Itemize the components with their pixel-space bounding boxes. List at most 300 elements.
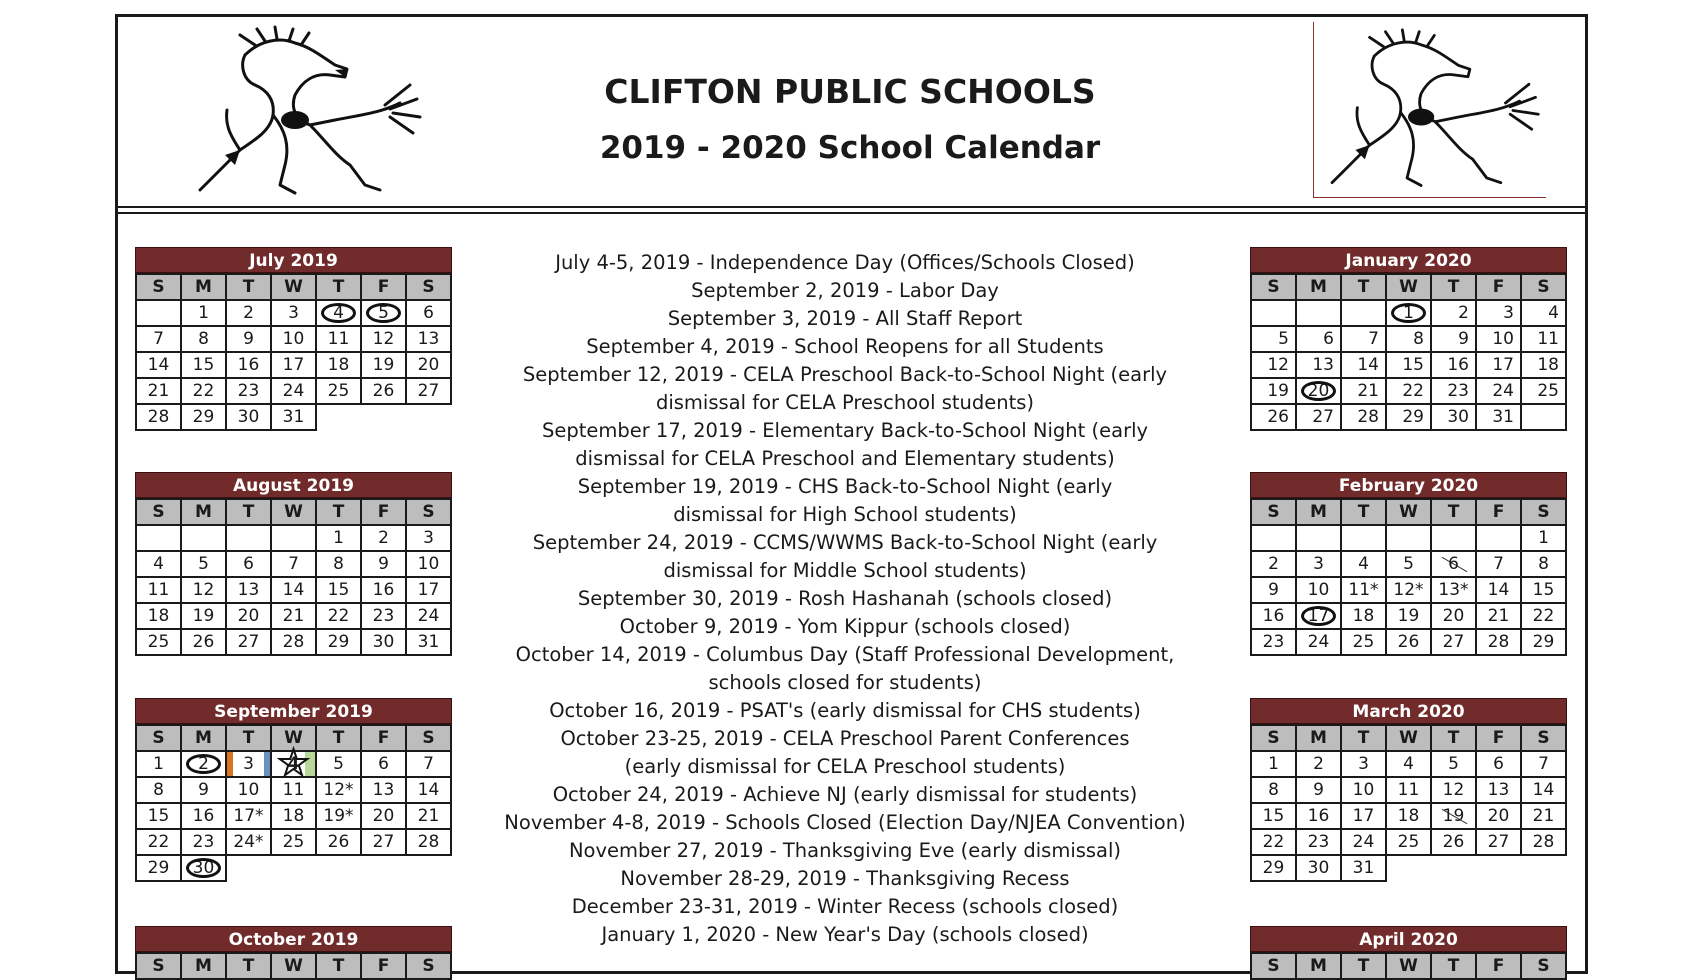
month-march-2020 — [1250, 698, 1567, 882]
event-line: October 14, 2019 - Columbus Day (Staff Professional Development, — [515, 643, 1175, 666]
day-cell: 8 — [1522, 552, 1567, 578]
day-cell: 12 — [1432, 778, 1477, 804]
day-cell: 9 — [182, 778, 227, 804]
day-cell: 28 — [272, 630, 317, 656]
day-cell: 30 — [1297, 856, 1342, 882]
events-list — [495, 249, 1195, 949]
month-february-2020 — [1250, 472, 1567, 656]
day-cell: 15 — [137, 804, 182, 830]
weekday-header: T — [1432, 275, 1477, 301]
day-cell: 28 — [407, 830, 452, 856]
day-cell: 23 — [362, 604, 407, 630]
day-cell — [137, 301, 182, 327]
event-line: October 9, 2019 - Yom Kippur (schools closed) — [619, 615, 1071, 638]
day-cell: 6 — [1477, 752, 1522, 778]
day-cell: 16 — [1252, 604, 1297, 630]
weekday-header: W — [1387, 954, 1432, 980]
event-line: January 1, 2020 - New Year's Day (schools closed) — [601, 923, 1089, 946]
day-cell: 31 — [1477, 405, 1522, 431]
day-cell: 16 — [362, 578, 407, 604]
event-line: (early dismissal for CELA Preschool students) — [624, 755, 1066, 778]
day-cell: 3 — [1477, 301, 1522, 327]
mustang-logo-right — [1318, 25, 1543, 195]
day-cell: 8 — [137, 778, 182, 804]
day-cell: 12 — [182, 578, 227, 604]
event-line: September 4, 2019 - School Reopens for all Students — [586, 335, 1104, 358]
day-cell: 8 — [1252, 778, 1297, 804]
day-cell: 22 — [1387, 379, 1432, 405]
day-cell: 27 — [1477, 830, 1522, 856]
day-cell: 21 — [272, 604, 317, 630]
day-cell: 25 — [317, 379, 362, 405]
weekday-header: T — [1432, 726, 1477, 752]
weekday-header: T — [227, 954, 272, 980]
weekday-header: W — [272, 275, 317, 301]
day-cell: 6 — [407, 301, 452, 327]
day-cell: 30 — [227, 405, 272, 431]
month-grid — [135, 952, 452, 980]
day-cell: 16 — [227, 353, 272, 379]
weekday-header: M — [182, 275, 227, 301]
event-line: October 24, 2019 - Achieve NJ (early dismissal for students) — [552, 783, 1138, 806]
day-cell: 31 — [407, 630, 452, 656]
day-cell: 7 — [1477, 552, 1522, 578]
day-cell: 24 — [407, 604, 452, 630]
event-line: November 28-29, 2019 - Thanksgiving Recess — [620, 867, 1070, 890]
weekday-header: S — [1252, 954, 1297, 980]
day-cell: 19 — [1387, 604, 1432, 630]
day-cell: 14 — [407, 778, 452, 804]
day-cell: 15 — [1252, 804, 1297, 830]
day-cell: 12 — [1252, 353, 1297, 379]
day-cell: 19 — [362, 353, 407, 379]
weekday-header: M — [1297, 500, 1342, 526]
weekday-header: T — [227, 726, 272, 752]
day-cell: 9 — [1297, 778, 1342, 804]
weekday-header: F — [1477, 275, 1522, 301]
day-cell: 20 — [227, 604, 272, 630]
weekday-header: S — [1522, 954, 1567, 980]
day-cell — [1342, 526, 1387, 552]
event-line: September 24, 2019 - CCMS/WWMS Back-to-School Night (early — [532, 531, 1158, 554]
day-cell: 27 — [362, 830, 407, 856]
weekday-header: T — [1432, 954, 1477, 980]
event-line: September 30, 2019 - Rosh Hashanah (schools closed) — [577, 587, 1113, 610]
day-cell: 28 — [137, 405, 182, 431]
day-cell: 24 — [272, 379, 317, 405]
month-september-2019 — [135, 698, 452, 882]
event-line: September 3, 2019 - All Staff Report — [667, 307, 1023, 330]
day-cell: 6 — [227, 552, 272, 578]
month-title: July 2019 — [135, 247, 452, 273]
day-cell: 11 — [317, 327, 362, 353]
day-cell: 6 — [1297, 327, 1342, 353]
day-cell-circled: 1 — [1387, 301, 1432, 327]
weekday-header: F — [1477, 726, 1522, 752]
day-cell: 28 — [1342, 405, 1387, 431]
day-cell: 10 — [272, 327, 317, 353]
day-cell: 15 — [1387, 353, 1432, 379]
day-cell — [272, 526, 317, 552]
month-grid — [1250, 498, 1567, 656]
day-cell: 6 — [362, 752, 407, 778]
day-cell: 5 — [317, 752, 362, 778]
day-cell: 27 — [1432, 630, 1477, 656]
day-cell: 7 — [407, 752, 452, 778]
month-grid — [135, 498, 452, 656]
event-line: November 4-8, 2019 - Schools Closed (Election Day/NJEA Convention) — [504, 811, 1186, 834]
day-cell: 24 — [1342, 830, 1387, 856]
weekday-header: M — [182, 500, 227, 526]
day-cell: 23 — [1252, 630, 1297, 656]
weekday-header: F — [1477, 500, 1522, 526]
weekday-header: S — [1522, 500, 1567, 526]
day-cell: 25 — [1522, 379, 1567, 405]
weekday-header: F — [362, 275, 407, 301]
day-cell: 11 — [1522, 327, 1567, 353]
weekday-header: M — [182, 954, 227, 980]
day-cell: 8 — [317, 552, 362, 578]
day-cell-circled: 5 — [362, 301, 407, 327]
weekday-header: T — [317, 954, 362, 980]
day-cell: 23 — [182, 830, 227, 856]
day-cell: 27 — [1297, 405, 1342, 431]
day-cell-struck: 19 — [1432, 804, 1477, 830]
day-cell: 16 — [1297, 804, 1342, 830]
event-line: schools closed for students) — [708, 671, 982, 694]
event-line: dismissal for High School students) — [673, 503, 1017, 526]
weekday-header: M — [1297, 726, 1342, 752]
weekday-header: T — [1342, 275, 1387, 301]
day-cell: 4 — [1387, 752, 1432, 778]
day-cell: 13* — [1432, 578, 1477, 604]
day-cell: 21 — [1522, 804, 1567, 830]
day-cell — [227, 526, 272, 552]
event-line: October 23-25, 2019 - CELA Preschool Parent Conferences — [560, 727, 1130, 750]
weekday-header: T — [317, 726, 362, 752]
weekday-header: T — [317, 500, 362, 526]
day-cell — [1252, 301, 1297, 327]
mustang-logo-left — [185, 25, 425, 200]
day-cell: 23 — [227, 379, 272, 405]
day-cell: 13 — [227, 578, 272, 604]
district-title: CLIFTON PUBLIC SCHOOLS — [604, 72, 1096, 111]
day-cell: 17 — [272, 353, 317, 379]
day-cell: 5 — [182, 552, 227, 578]
day-cell: 23 — [1297, 830, 1342, 856]
day-cell: 1 — [182, 301, 227, 327]
day-cell: 25 — [137, 630, 182, 656]
day-cell: 27 — [227, 630, 272, 656]
day-cell: 31 — [1342, 856, 1387, 882]
day-cell: 20 — [1477, 804, 1522, 830]
weekday-header: F — [362, 500, 407, 526]
weekday-header: W — [272, 500, 317, 526]
day-cell: 18 — [1342, 604, 1387, 630]
day-cell: 11 — [272, 778, 317, 804]
day-cell: 26 — [317, 830, 362, 856]
month-grid — [1250, 273, 1567, 431]
event-line: September 17, 2019 - Elementary Back-to-School Night (early — [541, 419, 1149, 442]
day-cell — [182, 526, 227, 552]
day-cell-staff-report: 3 — [227, 752, 272, 778]
event-line: July 4-5, 2019 - Independence Day (Offices/Schools Closed) — [555, 251, 1135, 274]
weekday-header: T — [227, 500, 272, 526]
weekday-header: S — [1522, 726, 1567, 752]
month-grid — [135, 273, 452, 431]
day-cell: 1 — [137, 752, 182, 778]
header-divider — [115, 206, 1588, 208]
day-cell: 26 — [1387, 630, 1432, 656]
day-cell: 7 — [137, 327, 182, 353]
day-cell: 15 — [182, 353, 227, 379]
day-cell — [1342, 301, 1387, 327]
day-cell: 17* — [227, 804, 272, 830]
day-cell: 14 — [1522, 778, 1567, 804]
day-cell: 13 — [1297, 353, 1342, 379]
day-cell: 27 — [407, 379, 452, 405]
month-grid — [135, 724, 452, 882]
day-cell: 18 — [1387, 804, 1432, 830]
month-title: February 2020 — [1250, 472, 1567, 498]
day-cell: 2 — [1297, 752, 1342, 778]
day-cell: 1 — [1522, 526, 1567, 552]
weekday-header: W — [1387, 726, 1432, 752]
day-cell: 13 — [407, 327, 452, 353]
day-cell: 17 — [1342, 804, 1387, 830]
day-cell: 29 — [1522, 630, 1567, 656]
day-cell: 18 — [272, 804, 317, 830]
day-cell: 16 — [182, 804, 227, 830]
day-cell: 9 — [362, 552, 407, 578]
day-cell: 3 — [272, 301, 317, 327]
weekday-header: T — [317, 275, 362, 301]
day-cell: 21 — [1342, 379, 1387, 405]
weekday-header: T — [1342, 500, 1387, 526]
day-cell — [1297, 301, 1342, 327]
event-line: December 23-31, 2019 - Winter Recess (schools closed) — [571, 895, 1119, 918]
day-cell-circled: 20 — [1297, 379, 1342, 405]
day-cell: 26 — [362, 379, 407, 405]
event-line: dismissal for CELA Preschool and Elementary students) — [575, 447, 1115, 470]
day-cell: 5 — [1432, 752, 1477, 778]
month-january-2020 — [1250, 247, 1567, 431]
day-cell: 13 — [362, 778, 407, 804]
day-cell: 9 — [1432, 327, 1477, 353]
day-cell: 10 — [1342, 778, 1387, 804]
day-cell-circled: 30 — [182, 856, 227, 882]
day-cell: 4 — [137, 552, 182, 578]
day-cell: 29 — [182, 405, 227, 431]
day-cell: 25 — [272, 830, 317, 856]
day-cell: 8 — [182, 327, 227, 353]
event-line: dismissal for CELA Preschool students) — [655, 391, 1035, 414]
day-cell: 10 — [407, 552, 452, 578]
day-cell: 4 — [1342, 552, 1387, 578]
day-cell — [1252, 526, 1297, 552]
day-cell: 15 — [317, 578, 362, 604]
day-cell: 25 — [1342, 630, 1387, 656]
day-cell: 14 — [272, 578, 317, 604]
day-cell: 29 — [137, 856, 182, 882]
weekday-header: W — [1387, 500, 1432, 526]
day-cell: 20 — [1432, 604, 1477, 630]
weekday-header: T — [1432, 500, 1477, 526]
event-line: dismissal for Middle School students) — [663, 559, 1027, 582]
day-cell: 30 — [1432, 405, 1477, 431]
weekday-header: M — [1297, 275, 1342, 301]
month-title: January 2020 — [1250, 247, 1567, 273]
day-cell — [1432, 526, 1477, 552]
day-cell: 2 — [1432, 301, 1477, 327]
day-cell — [1297, 526, 1342, 552]
weekday-header: S — [1252, 500, 1297, 526]
day-cell: 23 — [1432, 379, 1477, 405]
weekday-header: S — [1252, 726, 1297, 752]
day-cell: 13 — [1477, 778, 1522, 804]
day-cell: 29 — [1252, 856, 1297, 882]
day-cell: 22 — [1252, 830, 1297, 856]
day-cell: 9 — [1252, 578, 1297, 604]
day-cell: 14 — [1477, 578, 1522, 604]
day-cell: 9 — [227, 327, 272, 353]
day-cell: 24* — [227, 830, 272, 856]
day-cell: 14 — [137, 353, 182, 379]
weekday-header: M — [1297, 954, 1342, 980]
day-cell: 11 — [1387, 778, 1432, 804]
day-cell: 22 — [1522, 604, 1567, 630]
day-cell-circled: 4 — [317, 301, 362, 327]
day-cell: 14 — [1342, 353, 1387, 379]
event-line: September 2, 2019 - Labor Day — [691, 279, 999, 302]
day-cell: 19* — [317, 804, 362, 830]
day-cell: 26 — [1252, 405, 1297, 431]
day-cell: 26 — [1432, 830, 1477, 856]
day-cell: 12* — [1387, 578, 1432, 604]
month-title: October 2019 — [135, 926, 452, 952]
day-cell: 2 — [227, 301, 272, 327]
day-cell: 5 — [1387, 552, 1432, 578]
weekday-header: F — [1477, 954, 1522, 980]
day-cell: 24 — [1477, 379, 1522, 405]
weekday-header: S — [137, 275, 182, 301]
weekday-header: S — [407, 275, 452, 301]
day-cell: 1 — [317, 526, 362, 552]
day-cell: 21 — [1477, 604, 1522, 630]
event-line: September 19, 2019 - CHS Back-to-School Night (early — [577, 475, 1113, 498]
month-grid — [1250, 952, 1567, 980]
day-cell: 20 — [407, 353, 452, 379]
weekday-header: S — [1522, 275, 1567, 301]
day-cell: 4 — [1522, 301, 1567, 327]
weekday-header: S — [137, 726, 182, 752]
event-line: October 16, 2019 - PSAT's (early dismissal for CHS students) — [549, 699, 1141, 722]
day-cell: 18 — [1522, 353, 1567, 379]
event-line: November 27, 2019 - Thanksgiving Eve (early dismissal) — [568, 839, 1122, 862]
day-cell: 2 — [362, 526, 407, 552]
day-cell-struck: 6 — [1432, 552, 1477, 578]
day-cell: 22 — [137, 830, 182, 856]
day-cell: 3 — [407, 526, 452, 552]
month-title: April 2020 — [1250, 926, 1567, 952]
day-cell: 7 — [1522, 752, 1567, 778]
day-cell: 15 — [1522, 578, 1567, 604]
day-cell — [1477, 526, 1522, 552]
day-cell: 30 — [362, 630, 407, 656]
day-cell-circled: 17 — [1297, 604, 1342, 630]
month-july-2019 — [135, 247, 452, 431]
day-cell: 28 — [1477, 630, 1522, 656]
weekday-header: T — [227, 275, 272, 301]
day-cell: 26 — [182, 630, 227, 656]
day-cell: 1 — [1252, 752, 1297, 778]
day-cell: 10 — [227, 778, 272, 804]
day-cell: 31 — [272, 405, 317, 431]
weekday-header: T — [1342, 726, 1387, 752]
header-divider — [115, 212, 1588, 214]
weekday-header: S — [407, 954, 452, 980]
calendar-title: 2019 - 2020 School Calendar — [599, 130, 1101, 166]
month-grid — [1250, 724, 1567, 882]
day-cell: 12* — [317, 778, 362, 804]
day-cell: 11 — [137, 578, 182, 604]
month-august-2019 — [135, 472, 452, 656]
day-cell: 17 — [1477, 353, 1522, 379]
day-cell: 10 — [1477, 327, 1522, 353]
month-april-2020 — [1250, 926, 1567, 980]
weekday-header: M — [182, 726, 227, 752]
day-cell: 21 — [407, 804, 452, 830]
day-cell: 22 — [317, 604, 362, 630]
weekday-header: S — [1252, 275, 1297, 301]
weekday-header: W — [272, 954, 317, 980]
day-cell: 18 — [317, 353, 362, 379]
day-cell: 5 — [1252, 327, 1297, 353]
day-cell — [137, 526, 182, 552]
weekday-header: F — [362, 726, 407, 752]
weekday-header: S — [137, 500, 182, 526]
month-title: August 2019 — [135, 472, 452, 498]
weekday-header: S — [137, 954, 182, 980]
day-cell: 2 — [1252, 552, 1297, 578]
weekday-header: W — [272, 726, 317, 752]
day-cell: 8 — [1387, 327, 1432, 353]
event-line: September 12, 2019 - CELA Preschool Back-to-School Night (early — [522, 363, 1168, 386]
month-title: September 2019 — [135, 698, 452, 724]
weekday-header: S — [407, 726, 452, 752]
day-cell — [1387, 526, 1432, 552]
day-cell: 11* — [1342, 578, 1387, 604]
day-cell: 28 — [1522, 830, 1567, 856]
day-cell: 3 — [1297, 552, 1342, 578]
day-cell-star: ★ 4 — [272, 752, 317, 778]
day-cell: 3 — [1342, 752, 1387, 778]
weekday-header: W — [1387, 275, 1432, 301]
day-cell — [1522, 405, 1567, 431]
month-title: March 2020 — [1250, 698, 1567, 724]
weekday-header: T — [1342, 954, 1387, 980]
day-cell: 17 — [407, 578, 452, 604]
weekday-header: S — [407, 500, 452, 526]
day-cell: 19 — [1252, 379, 1297, 405]
day-cell: 25 — [1387, 830, 1432, 856]
day-cell: 10 — [1297, 578, 1342, 604]
day-cell: 12 — [362, 327, 407, 353]
day-cell: 29 — [1387, 405, 1432, 431]
day-cell: 7 — [272, 552, 317, 578]
day-cell: 22 — [182, 379, 227, 405]
day-cell: 24 — [1297, 630, 1342, 656]
